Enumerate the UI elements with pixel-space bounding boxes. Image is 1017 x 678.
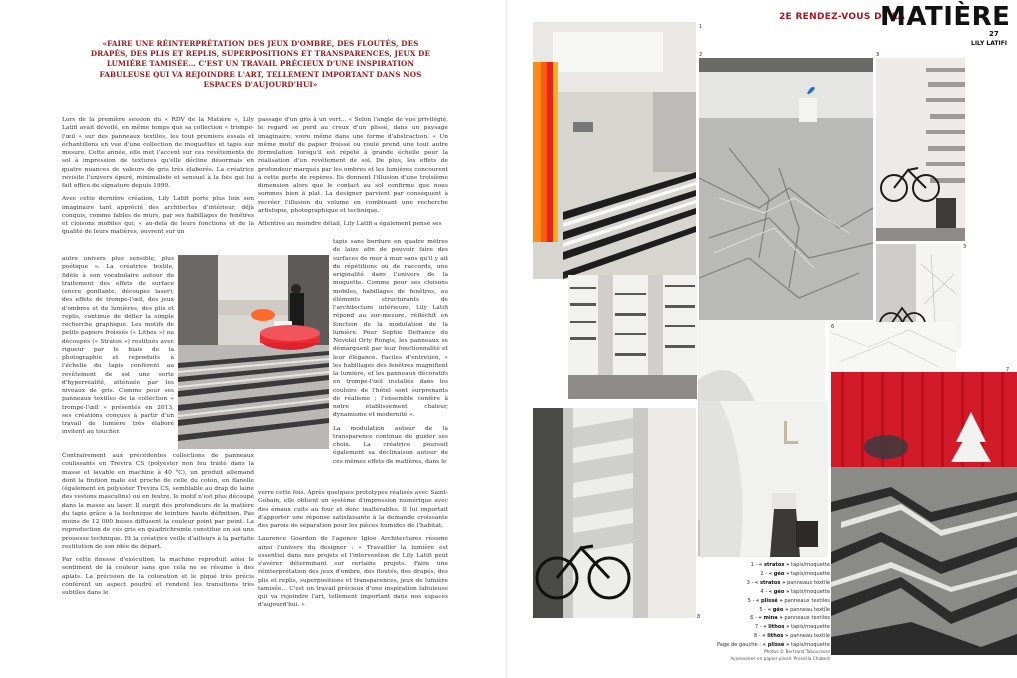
photo-3a bbox=[876, 58, 965, 241]
section-title: MATIÈRE bbox=[880, 2, 1011, 32]
photo-credit: Photos © Bertrand Tabourasse bbox=[764, 650, 830, 656]
credit-line: 3 - « stratos » panneaux textile bbox=[746, 579, 830, 586]
article-column-1-bottom bbox=[62, 452, 254, 602]
credit-line: 4 - « géo » tapis/moquette bbox=[760, 588, 830, 595]
paragraph: Par cette finesse d'exécution, la machine reproduit ainsi le sentiment de la couleur sans que cela ne se résume à des aplats. La précision de la coloration et le piqué très précis confèrent un aspect poudré et rendent les transitions très subtiles dans le bbox=[62, 557, 254, 596]
pull-quote: «FAIRE UNE RÉINTERPRÉTATION DES JEUX D'OMBRE, DES FLOUTÉS, DES DRAPÉS, DES PLIS ET REPLIS, SUPERPOSITIONS ET TRANSPARENCES, JEUX DE LUMIÈRE TAMISÉE... C'EST UN TRAVAIL PRÉCIEUX D'UNE INSPIRATION FABULEUSE QUI VA REJOINDRE L'ART, TELLEMENT IMPORTANT DANS NOS ESPACES D'AUJOURD'HUI» bbox=[90, 39, 431, 89]
accessories-credit: Accessoires en papier plissé: Prescilla Chabert bbox=[730, 656, 830, 662]
article-column-2-bottom bbox=[258, 489, 448, 615]
photo-7 bbox=[831, 372, 1017, 655]
photo-stools-illustration bbox=[700, 401, 828, 557]
credit-line: 6 - « mina » panneaux textiles bbox=[750, 615, 830, 622]
photo-2 bbox=[699, 58, 873, 320]
photo-6-illustration bbox=[829, 322, 956, 372]
photo-8-illustration bbox=[533, 408, 696, 618]
paragraph: Laurence Goardon de l'agence Igloo Architectures résume ainsi l'univers du designer : « Travailler la lumière est essentiel dans nos projets et l'intervention de Lily Latifi peut s'avérer déterminant sur certains projets. Faire une réinterprétation des jeux d'ombre, des floutés, des drapés, des plis et replis, superpositions et transparences, jeux de lumière tamisée... C'est un travail précieux d'une inspiration fabuleuse qui va rejoindre l'art, tellement important dans nos espaces d'aujourd'hui. » bbox=[258, 536, 448, 609]
photo-number: 2 bbox=[699, 52, 703, 58]
photo-6 bbox=[829, 322, 956, 372]
article-column-2-wrap bbox=[333, 238, 448, 471]
credit-line: Page de gauche : « plissé » tapis/moquette bbox=[716, 642, 830, 649]
paragraph: passage d'un gris à un vert... « Selon l'angle de vue privilégié, le regard se perd au creux d'un plissé, dans un paysage imaginaire, voire même dans une forme d'abstraction. « Un même motif de papier froissé ou roulé prend une tout autre formulation lorsqu'il est répété à grande échelle pour la réalisation d'un revêtement de sol. De plus, les effets de profondeur marqués par les ombres et les lumières concourent à cette perte de repères. Ils donnent l'illusion d'une troisième dimension alors que le contact au sol confirme que nous sommes bien à plat. La designer parvient par conséquent à recréer l'illusion du volume en combinant une recherche artistique, photographique et technique. bbox=[258, 117, 448, 214]
photo-number: 4 bbox=[563, 273, 567, 279]
paragraph: Avec cette dernière création, Lily Latifi porte plus loin son imaginaire tant apprécié des architectes d'intérieur, déjà conquis, comme fables de murs, par ses habillages de fenêtres et cloisons mobiles qui, « au-delà de leurs fonctions et de la qualité de leurs matières, ouvrent sur un bbox=[62, 196, 254, 236]
photo-3a-illustration bbox=[876, 58, 965, 241]
photo-4-illustration bbox=[568, 275, 697, 399]
showroom-photo bbox=[178, 255, 329, 449]
designer-name: LILY LATIFI bbox=[971, 40, 1008, 47]
photo-number: 7 bbox=[1006, 367, 1010, 373]
paragraph: Lors de la première session du « RDV de la Matière », Lily Latifi avait dévoilé, en même temps que sa collection « trompe-l'œil » sur des panneaux textiles, les tout premiers essais et échantillons en vue d'une collection de moquettes et tapis sur mesure. Cette année, elle met l'accent sur ces revêtements de sol à impression de textures qu'elle décline désormais en quatre nuances de valeurs de gris très élaborés. La créatrice revisite l'univers épuré, minimaliste et sensuel à la fois qui lui fait office de signature depuis 1999. bbox=[62, 117, 254, 189]
page-number: 27 bbox=[989, 30, 999, 38]
photo-number: 1 bbox=[699, 24, 703, 30]
photo-credits bbox=[705, 561, 830, 663]
credit-line: 7 - « lithos » tapis/moquette bbox=[754, 624, 830, 631]
photo-1-illustration bbox=[533, 22, 696, 279]
credit-line: 2 - « géo » tapis/moquette bbox=[760, 570, 830, 577]
article-column-1 bbox=[62, 116, 254, 242]
photo-7-illustration bbox=[831, 372, 1017, 655]
photo-2-illustration bbox=[699, 58, 873, 320]
credit-line: 5 - « géo » panneau textile bbox=[759, 606, 830, 613]
photo-4 bbox=[568, 275, 697, 399]
photo-number: 8 bbox=[697, 614, 701, 620]
article-column-1-wrap bbox=[62, 255, 174, 442]
paragraph: verre cette fois. Après quelques prototypes réalisés avec Saint-Gobain, elle obtient un système d'impression numérique avec des émaux cuits au four et donc inaltérables. Il lui importait d'apporter une réponse satisfaisante à la demande croissante des parois de séparation pour les pièces humides de l'habitat. bbox=[258, 490, 448, 529]
photo-number: 6 bbox=[831, 324, 835, 330]
credit-line: 8 - « lithos » panneau textile bbox=[753, 633, 830, 640]
paragraph: tapis sans bordure en quatre mètres de laize afin de pouvoir faire des surfaces de mur à mur sans qu'il y ait de répétitions ou de raccords, une originalité dans l'univers de la moquette. Comme pour ses cloisons mobiles, habillages de fenêtres, ou éléments structurants de l'architecture intérieure, Lily Latifi répond au sur-mesure, réfléchit en fonction de la modulation de la lumière. Pour Sophie Defrance du Novotel Orly Rungis, les panneaux se démarquent par leur fonctionnalité et leur élégance. Faciles d'entretien, « les habillages des fenêtres magnifient la lumière, et les panneaux décoratifs en trompe-l'œil installés dans les couloirs de l'hôtel sont surprenants de réalisme ; l'ensemble confère à notre établissement chaleur, dynamisme et modernité ». bbox=[333, 239, 448, 419]
paragraph: Attentive au moindre détail, Lily Latifi a également pensé ses bbox=[258, 221, 442, 227]
showroom-illustration bbox=[178, 255, 329, 449]
credit-line: 1 - « stratos » tapis/moquette bbox=[750, 562, 830, 568]
photo-stools bbox=[700, 401, 828, 557]
article-column-2 bbox=[258, 116, 448, 233]
photo-8 bbox=[533, 408, 696, 618]
photo-number: 3 bbox=[876, 52, 880, 58]
paragraph: Contrairement aux précédentes collections de panneaux coulissants en Trevira CS (polyester non feu traité dans la masse et lavable en machine à 40 °C), un produit allemand dont la finition mate est proche de celle du coton, en flanelle (également en polyester Trevira CS, semblable au drap de laine des vestons masculins) ou en feutre, le motif n'est plus découpé dans la masse au laser. Il surgit des profondeurs de la matière du tapis grâce à la technique de teinture haute définition. Pas moins de 12 000 buses diffusent la couleur point par point. La reproduction de ces gris en quadrichromie constitue en soi une prouesse technique. Et la créatrice veille d'ailleurs à la parfaite restitution de son idée de départ. bbox=[62, 453, 254, 550]
left-page bbox=[0, 0, 508, 678]
credit-line: 5 - « plissé » panneaux textiles bbox=[747, 597, 830, 604]
paragraph: autre univers plus sensible, plus poétique ». La créatrice textile, fidèle à son vocabulaire autour du traitement des effets de surface (encre gonflante, découpes laser), des effets de trompe-l'œil, des jeux d'ombres et de lumières, des plis et replis, continue de défier la simple recherche graphique. Les motifs de petits papiers froissés (« Lithos ») ou découpés (« Stratos ») restitués avec rigueur par le biais de la photographie et reproduits à l'échelle du tapis confèrent au revêtement de sol une sorte d'hyperréalité, atténuée par les niveaux de gris. Comme pour ses panneaux textiles de la collection « trompe-l'œil » présentés en 2013, ses créations conçues à partir d'un travail de lumière très élaboré invitent au toucher. bbox=[62, 256, 174, 436]
section-kicker: 2E RENDEZ-VOUS DE LA bbox=[779, 12, 906, 22]
photo-1 bbox=[533, 22, 696, 279]
photo-number: 3 bbox=[963, 244, 967, 250]
paragraph: La modulation autour de la transparence continue de guider ses choix. La créatrice poursuit également sa déclinaison autour de ces mêmes effets de matières, dans le bbox=[333, 425, 448, 465]
